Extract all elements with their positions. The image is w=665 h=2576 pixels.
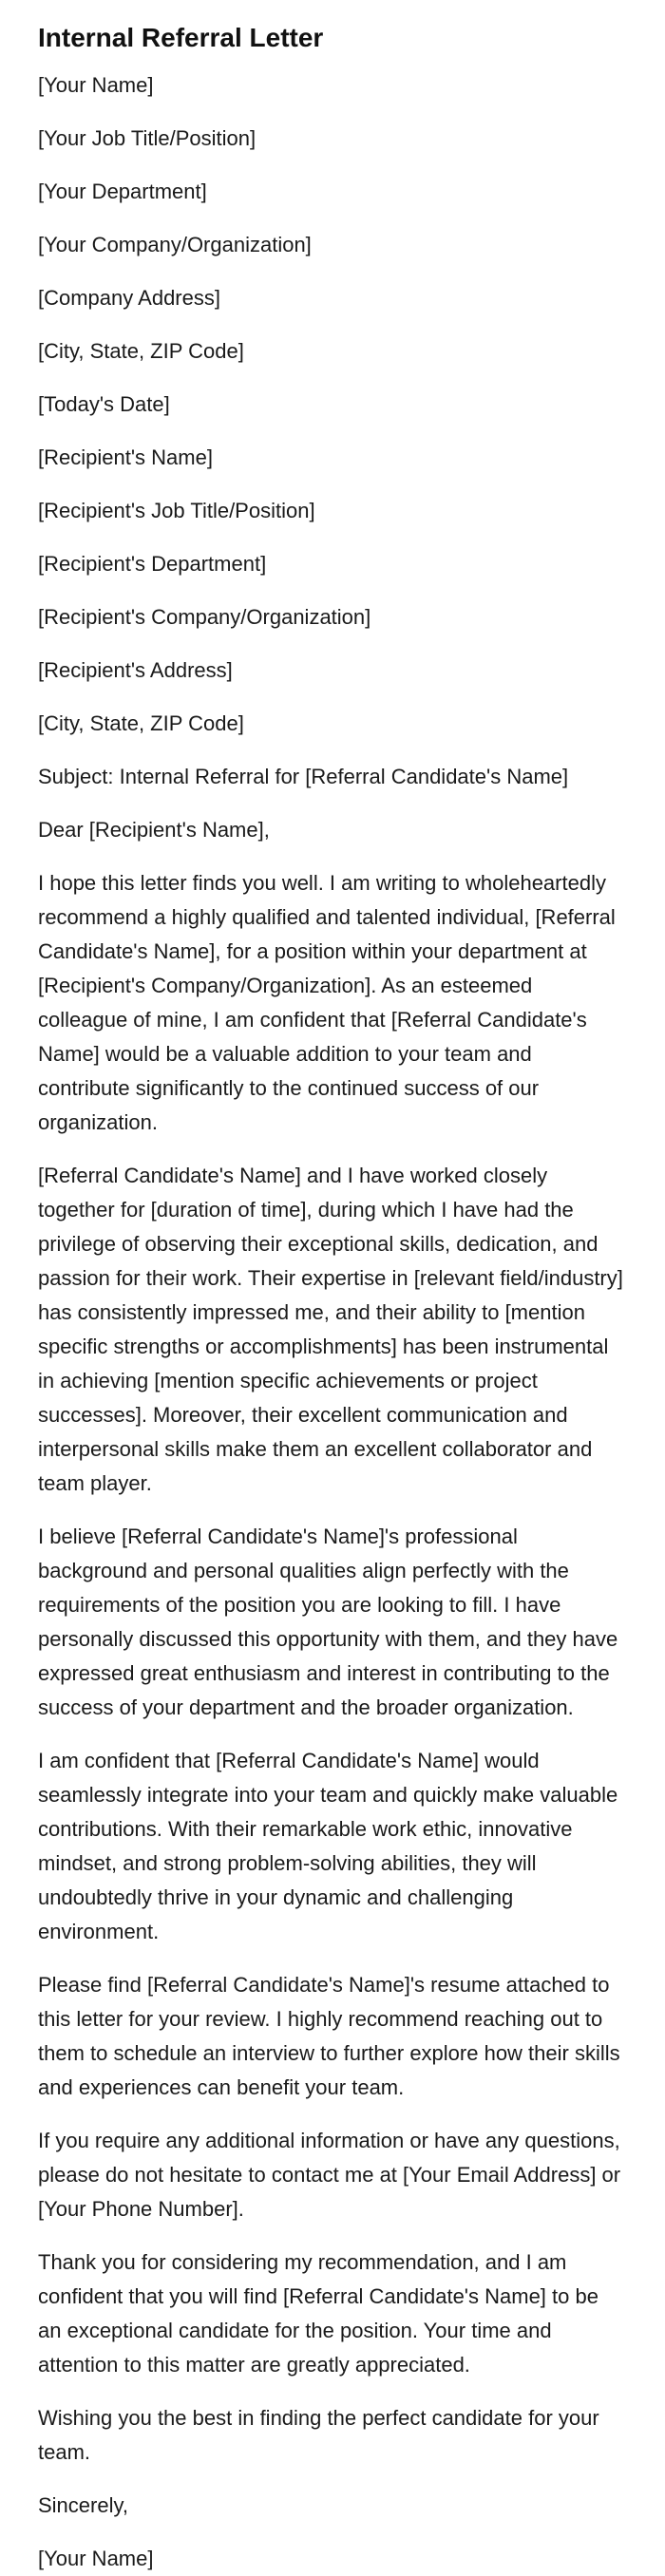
body-paragraph: Wishing you the best in finding the perfect candidate for your team. <box>38 2406 599 2464</box>
letter-body <box>38 866 627 2470</box>
recipient-address: [Recipient's Address] <box>38 658 233 682</box>
body-paragraph: Please find [Referral Candidate's Name]'s resume attached to this letter for your review. I highly recommend reaching out to them to schedule an interview to further explore how their skills and experiences can benefit your team. <box>38 1973 620 2099</box>
letter-title: Internal Referral Letter <box>38 23 324 52</box>
sender-company: [Your Company/Organization] <box>38 233 312 256</box>
sender-city-state-zip: [City, State, ZIP Code] <box>38 339 244 363</box>
subject-line: Subject: Internal Referral for [Referral Candidate's Name] <box>38 765 569 788</box>
signature-name: [Your Name] <box>38 2547 154 2570</box>
recipient-company: [Recipient's Company/Organization] <box>38 605 371 629</box>
sender-block <box>38 68 627 369</box>
body-paragraph: Thank you for considering my recommendation, and I am confident that you will find [Referral Candidate's Name] to be an exceptional candidate for the position. Your time and attention to this matter are greatly appreciated. <box>38 2250 598 2377</box>
recipient-block <box>38 441 627 741</box>
sender-address: [Company Address] <box>38 286 220 310</box>
body-paragraph: I am confident that [Referral Candidate's Name] would seamlessly integrate into your team and quickly make valuable contributions. With their remarkable work ethic, innovative mindset, and strong problem-solving abilities, they will undoubtedly thrive in your dynamic and challenging environment. <box>38 1749 618 1943</box>
salutation: Dear [Recipient's Name], <box>38 818 270 842</box>
recipient-city-state-zip: [City, State, ZIP Code] <box>38 711 244 735</box>
body-paragraph: I hope this letter finds you well. I am writing to wholeheartedly recommend a highly qualified and talented individual, [Referral Candidate's Name], for a position within your department at [Recipient's Company/Organization]. As an esteemed colleague of mine, I am confident that [Referral Candidate's Name] would be a valuable addition to your team and contribute significantly to the continued success of our organization. <box>38 871 616 1134</box>
body-paragraph: [Referral Candidate's Name] and I have worked closely together for [duration of time], during which I have had the privilege of observing their exceptional skills, dedication, and passion for their work. Their expertise in [relevant field/industry] has consistently impressed me, and their ability to [mention specific strengths or accomplishments] has been instrumental in achieving [mention specific achievements or project successes]. Moreover, their excellent communication and interpersonal skills make them an excellent collaborator and team player. <box>38 1164 623 1495</box>
letter-date: [Today's Date] <box>38 392 170 416</box>
sender-job-title: [Your Job Title/Position] <box>38 126 256 150</box>
recipient-job-title: [Recipient's Job Title/Position] <box>38 499 315 522</box>
recipient-department: [Recipient's Department] <box>38 552 267 576</box>
recipient-name: [Recipient's Name] <box>38 445 213 469</box>
body-paragraph: If you require any additional information or have any questions, please do not hesitate to contact me at [Your Email Address] or [Your Phone Number]. <box>38 2129 621 2221</box>
sender-department: [Your Department] <box>38 180 207 203</box>
closing: Sincerely, <box>38 2493 128 2517</box>
sender-name: [Your Name] <box>38 73 154 97</box>
body-paragraph: I believe [Referral Candidate's Name]'s professional background and personal qualities align perfectly with the requirements of the position you are looking to fill. I have personally discussed this opportunity with them, and they have expressed great enthusiasm and interest in contributing to the success of your department and the broader organization. <box>38 1525 618 1719</box>
